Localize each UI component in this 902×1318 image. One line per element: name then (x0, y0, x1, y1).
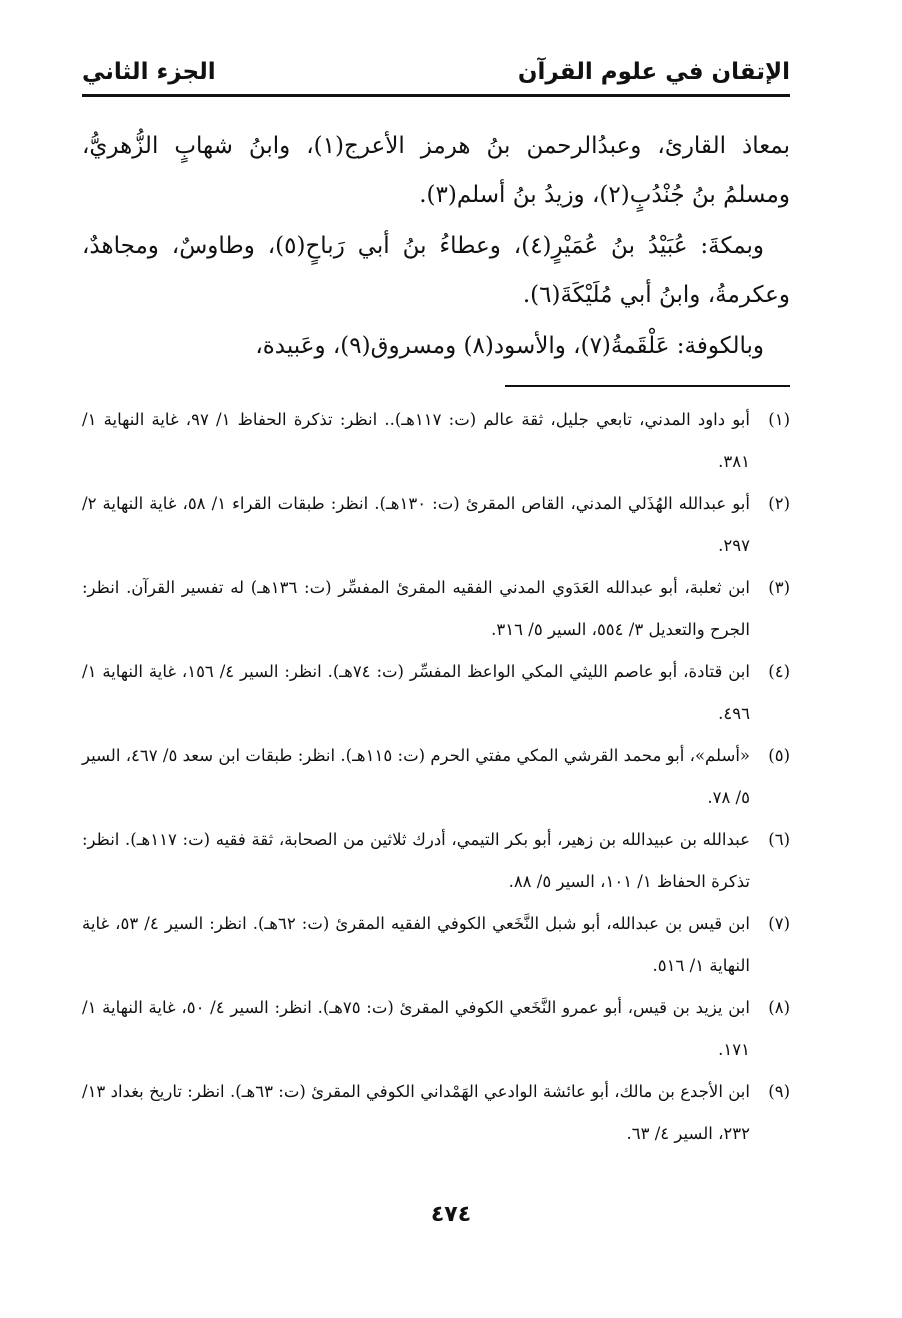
paragraph-makkah: وبمكةَ: عُبَيْدُ بنُ عُمَيْرٍ(٤)، وعطاءُ بنُ أبي رَباحٍ(٥)، وطاوسٌ، ومجاهدٌ، وعكرمةُ، وابنُ أبي مُلَيْكَةَ(٦). (82, 233, 790, 308)
footnote-number: (٢) (768, 494, 790, 513)
footnote-text: عبدالله بن عبيدالله بن زهير، أبو بكر التيمي، أدرك ثلاثين من الصحابة، ثقة فقيه (ت: ١١٧هـ). انظر: تذكرة الحفاظ ١/ ١٠١، السير ٥/ ٨٨. (82, 830, 750, 891)
footnote-number: (٧) (768, 914, 790, 933)
footnote-number: (٦) (768, 830, 790, 849)
footnote-text: ابن يزيد بن قيس، أبو عمرو النَّخَعي الكوفي المقرئ (ت: ٧٥هـ). انظر: السير ٤/ ٥٠، غاية النهاية ١/ ١٧١. (82, 998, 750, 1059)
footnotes (82, 399, 790, 1155)
footnote-text: ابن الأجدع بن مالك، أبو عائشة الوادعي الهَمْداني الكوفي المقرئ (ت: ٦٣هـ). انظر: تاريخ بغداد ١٣/ ٢٣٢، السير ٤/ ٦٣. (82, 1082, 750, 1143)
footnote (82, 987, 790, 1071)
book-title: الإتقان في علوم القرآن (517, 59, 790, 85)
footnote-text: أبو داود المدني، تابعي جليل، ثقة عالم (ت: ١١٧هـ).. انظر: تذكرة الحفاظ ١/ ٩٧، غاية النهاية ١/ ٣٨١. (82, 410, 750, 471)
page-number: ٤٧٤ (430, 1202, 472, 1227)
footnote (82, 483, 790, 567)
main-text (82, 122, 790, 373)
footnote (82, 1071, 790, 1155)
footnote-text: ابن ثعلبة، أبو عبدالله العَدَوي المدني الفقيه المقرئ المفسِّر (ت: ١٣٦هـ) له تفسير القرآن. انظر: الجرح والتعديل ٣/ ٥٥٤، السير ٥/ ٣١٦. (82, 578, 750, 639)
footnote (82, 819, 790, 903)
footnote-number: (٥) (768, 746, 790, 765)
footnote-number: (١) (768, 410, 790, 429)
footnote-number: (٩) (768, 1082, 790, 1101)
footnote-number: (٤) (768, 662, 790, 681)
footnote-text: أبو عبدالله الهُذَلي المدني، القاص المقرئ (ت: ١٣٠هـ). انظر: طبقات القراء ١/ ٥٨، غاية النهاية ٢/ ٢٩٧. (82, 494, 750, 555)
running-header (82, 50, 790, 97)
footnote (82, 735, 790, 819)
footnote (82, 399, 790, 483)
footnote-text: «أسلم»، أبو محمد القرشي المكي مفتي الحرم (ت: ١١٥هـ). انظر: طبقات ابن سعد ٥/ ٤٦٧، السير ٥/ ٧٨. (82, 746, 750, 807)
footnote-number: (٨) (768, 998, 790, 1017)
footnote-number: (٣) (768, 578, 790, 597)
paragraph-kufa: وبالكوفة: عَلْقَمةُ(٧)، والأسود(٨) ومسروق(٩)، وعَبيدة، (255, 333, 764, 359)
paragraph-madinah: بمعاذ القارئ، وعبدُالرحمن بنُ هرمز الأعرج(١)، وابنُ شهابٍ الزُّهريُّ، ومسلمُ بنُ جُنْدُبٍ(٢)، وزيدُ بنُ أسلم(٣). (82, 133, 790, 208)
part-label: الجزء الثاني (82, 59, 216, 85)
footnote (82, 903, 790, 987)
footnote-text: ابن قتادة، أبو عاصم الليثي المكي الواعظ المفسِّر (ت: ٧٤هـ). انظر: السير ٤/ ١٥٦، غاية النهاية ١/ ٤٩٦. (82, 662, 750, 723)
footnote (82, 651, 790, 735)
footnote (82, 567, 790, 651)
footnote-text: ابن قيس بن عبدالله، أبو شبل النَّخَعي الكوفي الفقيه المقرئ (ت: ٦٢هـ). انظر: السير ٤/ ٥٣، غاية النهاية ١/ ٥١٦. (82, 914, 751, 975)
footnote-separator (505, 385, 790, 387)
